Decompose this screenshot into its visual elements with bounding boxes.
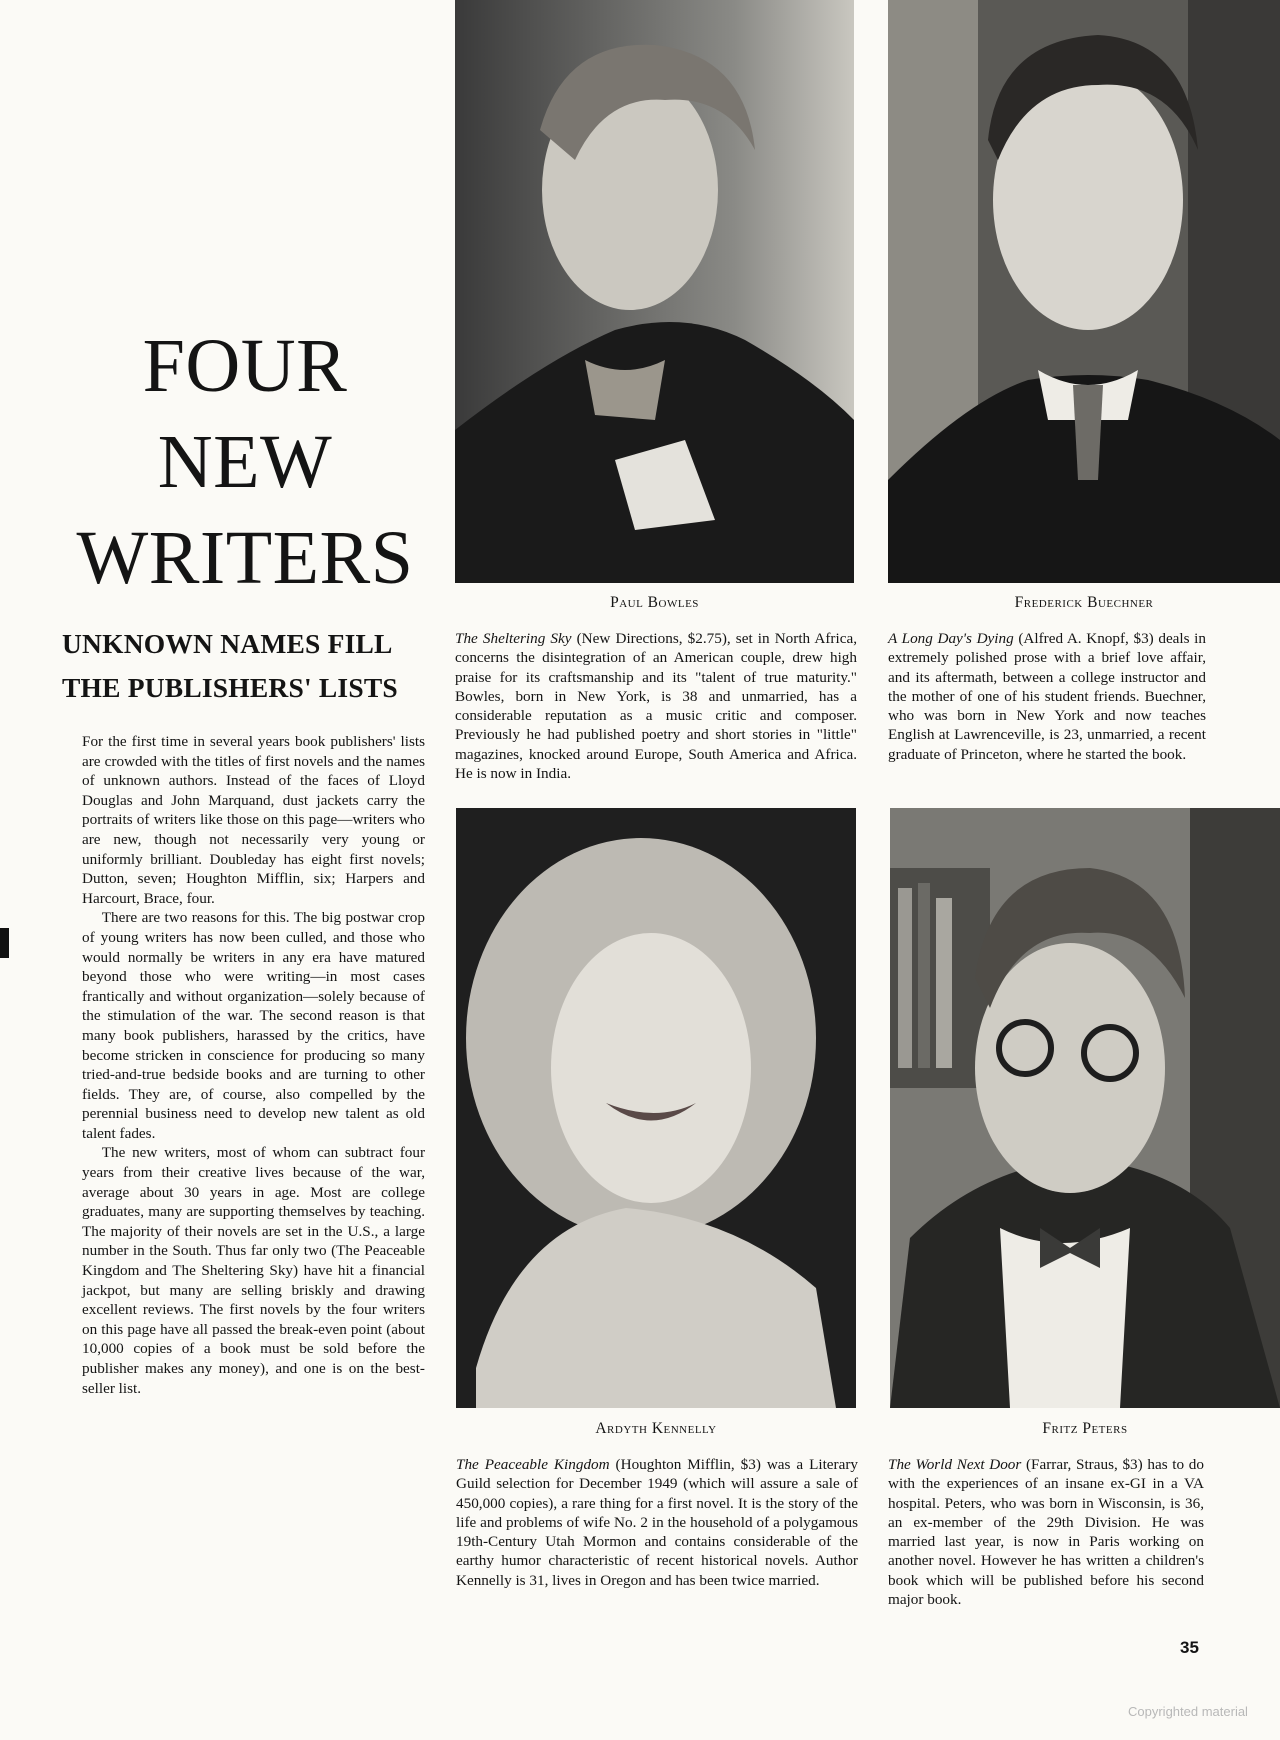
article-body: [82, 732, 425, 1398]
writer-caption-fritz-peters: [888, 1455, 1204, 1609]
page-number: 35: [1180, 1638, 1199, 1657]
headline: [55, 318, 435, 606]
book-title: The Sheltering Sky: [455, 630, 572, 647]
copyright-watermark: Copyrighted material: [1128, 1704, 1248, 1719]
writer-caption-ardyth-kennelly: [456, 1455, 858, 1590]
headline-line-3: WRITERS: [76, 516, 414, 600]
book-title: The Peaceable Kingdom: [456, 1456, 610, 1473]
headline-line-2: NEW: [157, 420, 333, 504]
portrait-photo-fritz-peters: [890, 808, 1280, 1408]
writer-name-ardyth-kennelly: Ardyth Kennelly: [595, 1420, 717, 1437]
book-title: The World Next Door: [888, 1456, 1022, 1473]
writer-name-paul-bowles: Paul Bowles: [610, 594, 699, 611]
caption-text: (New Directions, $2.75), set in North Africa, concerns the disintegration of an American couple, drew high praise for its craftsmanship and its "talent of true maturity." Bowles, born in New York, is 38 and unmarried, has a considerable reputation as a music critic and composer. Previously he had published poetry and short stories in "little" magazines, knocked around Europe, South America and Africa. He is now in India.: [455, 630, 857, 783]
portrait-photo-ardyth-kennelly: [456, 808, 856, 1408]
caption-text: (Farrar, Straus, $3) has to do with the experiences of an insane ex-GI in a VA hospital. Peters, who was born in Wisconsin, is 36, an ex-member of the 29th Division. He was married last year, is now in Paris working on another novel. However he has written a children's book which will be published before his second major book.: [888, 1456, 1204, 1609]
article-paragraph: For the first time in several years book publishers' lists are crowded with the titles of first novels and the names of unknown authors. Instead of the faces of Lloyd Douglas and John Marquand, dust jackets carry the portraits of writers like those on this page—writers who are new, though not necessarily very young or uniformly brilliant. Doubleday has eight first novels; Dutton, seven; Houghton Mifflin, six; Harpers and Harcourt, Brace, four.: [82, 733, 425, 907]
writer-caption-frederick-buechner: [888, 629, 1206, 764]
article-paragraph: The new writers, most of whom can subtract four years from their creative lives because of the war, average about 30 years in age. Most are college graduates, many are supporting themselves by teaching. The majority of their novels are set in the U.S., a large number in the South. Thus far only two (The Peaceable Kingdom and The Sheltering Sky) have hit a financial jackpot, but many are selling briskly and drawing excellent reviews. The first novels by the four writers on this page have all passed the break-even point (about 10,000 copies of a book must be sold before the publisher makes any money), and one is on the best-seller list.: [82, 1144, 425, 1397]
subheadline-line-1: UNKNOWN NAMES FILL: [62, 628, 393, 659]
writer-name-fritz-peters: Fritz Peters: [1042, 1420, 1128, 1437]
caption-text: (Alfred A. Knopf, $3) deals in extremely polished prose with a brief love affair, and its aftermath, between a college instructor and the mother of one of his student friends. Buechner, who was born in New York and now teaches English at Lawrenceville, is 23, unmarried, a recent graduate of Princeton, where he started the book.: [888, 630, 1206, 763]
writer-caption-paul-bowles: [455, 629, 857, 783]
headline-line-1: FOUR: [142, 324, 348, 408]
subheadline-line-2: THE PUBLISHERS' LISTS: [62, 672, 398, 703]
subheadline: [62, 622, 432, 710]
book-title: A Long Day's Dying: [888, 630, 1014, 647]
writer-name-frederick-buechner: Frederick Buechner: [1014, 594, 1154, 611]
page-edge-mark: [0, 928, 9, 958]
article-paragraph: There are two reasons for this. The big postwar crop of young writers has now been culled, and those who would normally be writers in any era have matured beyond those who were writing—in most cases frantically and without organization—solely because of the stimulation of the war. The second reason is that many book publishers, harassed by the critics, have become stricken in conscience for producing so many tried-and-true bedside books and are turning to other fields. They are, of course, also compelled by the perennial business need to develop new talent as old talent fades.: [82, 909, 425, 1142]
portrait-photo-paul-bowles: [455, 0, 854, 583]
portrait-photo-frederick-buechner: [888, 0, 1280, 583]
caption-text: (Houghton Mifflin, $3) was a Literary Guild selection for December 1949 (which will assure a sale of 450,000 copies), a rare thing for a first novel. It is the story of the life and problems of wife No. 2 in the household of a polygamous 19th-Century Utah Mormon and contains considerable of the earthy humor characteristic of recent historical novels. Author Kennelly is 31, lives in Oregon and has been twice married.: [456, 1456, 858, 1589]
